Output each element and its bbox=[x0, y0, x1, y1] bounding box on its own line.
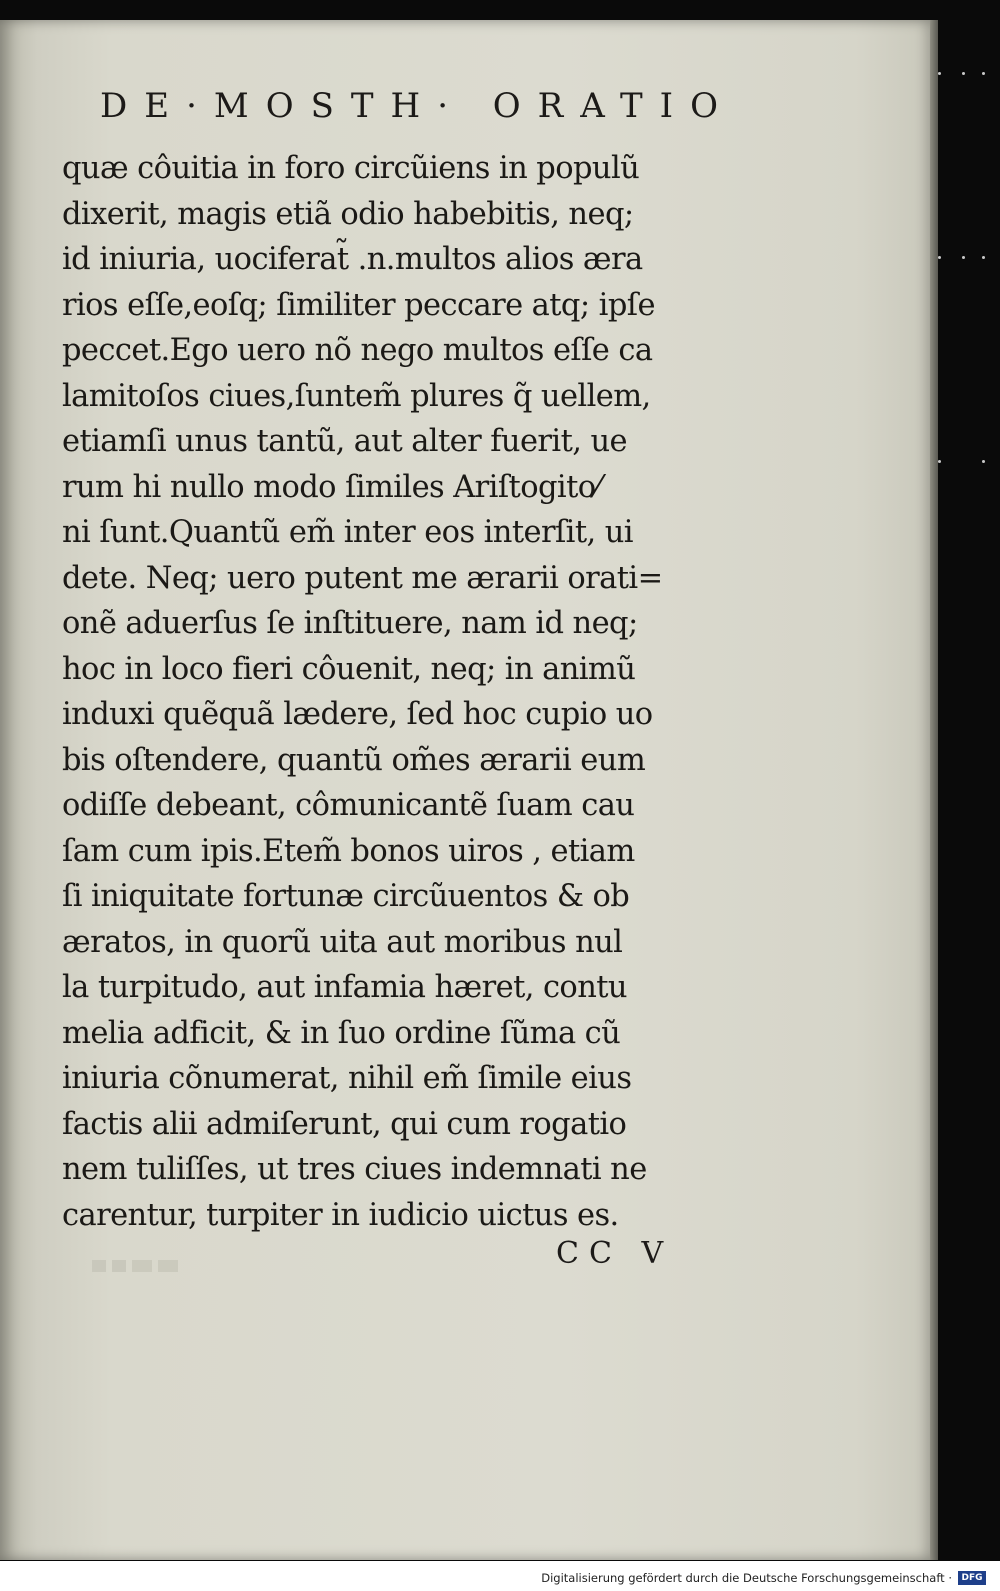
text-line: ſi iniquitate fortunæ circũuentos & ob bbox=[62, 878, 630, 914]
text-line: ſam cum ipis.Etem̃ bonos uiros , etiam bbox=[62, 832, 635, 869]
text-line: melia adficit, & in ſuo ordine ſũma cũ bbox=[62, 1014, 621, 1051]
text-line: peccet.Ego uero nõ nego multos eſſe ca bbox=[62, 332, 653, 368]
show-through-mark bbox=[92, 1256, 182, 1281]
show-through-icon bbox=[92, 1256, 182, 1276]
text-line: lamitoſos ciues,ſuntem̃ plures q̃ uellem, bbox=[62, 377, 651, 414]
text-line: onẽ aduerſus ſe inſtituere, nam id neq; bbox=[62, 605, 638, 641]
text-line: rum hi nullo modo ſimiles Ariſtogito⁄ bbox=[62, 468, 601, 505]
running-head: DE·MOSTH· ORATIO bbox=[100, 86, 735, 126]
text-line: æratos, in quorũ uita aut moribus nul bbox=[62, 923, 623, 960]
text-line: carentur, turpiter in iudicio uictus es. bbox=[62, 1196, 619, 1233]
text-line: iniuria cõnumerat, nihil em̃ ſimile eius bbox=[62, 1060, 632, 1096]
text-line: dixerit, magis etiã odio habebitis, neq; bbox=[62, 195, 634, 232]
text-line: rios eſſe,eoſq; ſimiliter peccare atq; ipſe bbox=[62, 286, 655, 323]
text-line: nem tuliſſes, ut tres ciues indemnati ne bbox=[62, 1151, 647, 1187]
text-line: factis alii admiſerunt, qui cum rogatio bbox=[62, 1105, 627, 1142]
text-line: odiſſe debeant, cômunicantẽ ſuam cau bbox=[62, 787, 635, 823]
text-line: la turpitudo, aut infamia hæret, contu bbox=[62, 969, 628, 1005]
footer-credit: Digitalisierung gefördert durch die Deutsche Forschungsgemeinschaft · bbox=[541, 1571, 952, 1585]
text-line: bis oſtendere, quantũ om̃es ærarii eum bbox=[62, 741, 646, 778]
background-dots bbox=[932, 60, 992, 660]
text-line: quæ côuitia in foro circũiens in populũ bbox=[62, 150, 640, 186]
text-line: hoc in loco fieri côuenit, neq; in animũ bbox=[62, 650, 636, 687]
text-line: id iniuria, uociferat̃ .n.multos alios æra bbox=[62, 241, 643, 277]
text-line: induxi quẽquã lædere, ſed hoc cupio uo bbox=[62, 696, 653, 732]
signature-mark: CC V bbox=[556, 1236, 674, 1271]
footer-bar bbox=[0, 1561, 1000, 1591]
text-line: ni ſunt.Quantũ em̃ inter eos interſit, ui bbox=[62, 514, 633, 550]
dfg-logo: DFG bbox=[958, 1571, 986, 1585]
body-text bbox=[62, 146, 702, 1238]
text-line: etiamſi unus tantũ, aut alter fuerit, ue bbox=[62, 423, 627, 459]
text-line: dete. Neq; uero putent me ærarii orati= bbox=[62, 559, 663, 596]
